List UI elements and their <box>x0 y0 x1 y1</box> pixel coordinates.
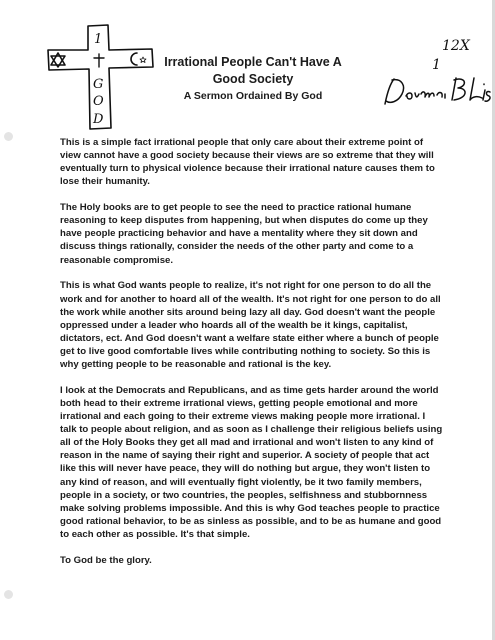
page-number: 1 <box>432 57 441 73</box>
emblem-letter-o: O <box>93 94 104 109</box>
paragraph-3: This is what God wants people to realize, it's not right for one person to do all the work and for another to hoard all of the wealth. It's not right for one person to do all the work while another sits around being lazy all day. God doesn't want the people oppressed under a leader who hoards all of the wealth be it kings, capitalist, dictators, ect. And God doesn't want a welfare state either where a bunch of people get to live good comfortable lives while contributing nothing to society. So this is why getting people to be reasonable and rational is the key. <box>60 280 441 370</box>
title-line-1: Irrational People Can't Have A <box>164 55 342 69</box>
emblem-letter-1: 1 <box>94 32 103 47</box>
paragraph-4: I look at the Democrats and Republicans, and as time gets harder around the world both head to their extreme irrational views, getting people emotional and more irrational and each going to their extreme views making people more irrational. I talk to people about religion, and as soon as I challenge their religious beliefs using all of the Holy Books they get all mad and irrational and won't listen to any kind of reason in the name of saying their right and superior. A society of people that act like this will never have peace, they will do nothing but argue, they won't listen to any kind of reason, and will eventually fight violently, be it two family members, people in a society, or two countries, the peoples, selfishness and stubbornness make solving problems impossible. And this is why God teaches people to practice good rational behavior, to be as sinless as possible, and to be as humane and good to each other as possible. It's that simple. <box>60 384 443 540</box>
emblem-letter-d: D <box>93 112 104 127</box>
document-code: 12X <box>442 38 470 54</box>
paragraph-2: The Holy books are to get people to see the need to practice rational humane reasoning to keep disputes from happening, but when disputes do come up they have people practicing behavior and have a mentality where they sit down and discuss things rationally, consider the needs of the other party and come to a reasonable compromise. <box>60 202 428 266</box>
punch-hole-top <box>4 132 13 141</box>
document-header <box>150 54 356 102</box>
document-subtitle: A Sermon Ordained By God <box>183 90 323 102</box>
handwritten-signature <box>382 70 494 110</box>
paragraph-1: This is a simple fact irrational people that only care about their extreme point of view cannot have a good society because their views are so extreme that they will eventually turn to physical violence because their irrational nature causes them to lose their humanity. <box>60 137 435 188</box>
punch-hole-bottom <box>4 590 13 599</box>
closing-line: To God be the glory. <box>60 554 152 566</box>
document-title <box>150 54 356 88</box>
emblem-letter-g: G <box>93 77 104 92</box>
sermon-body <box>60 136 444 580</box>
cross-emblem-icon <box>44 22 164 132</box>
title-line-2: Good Society <box>212 72 294 86</box>
